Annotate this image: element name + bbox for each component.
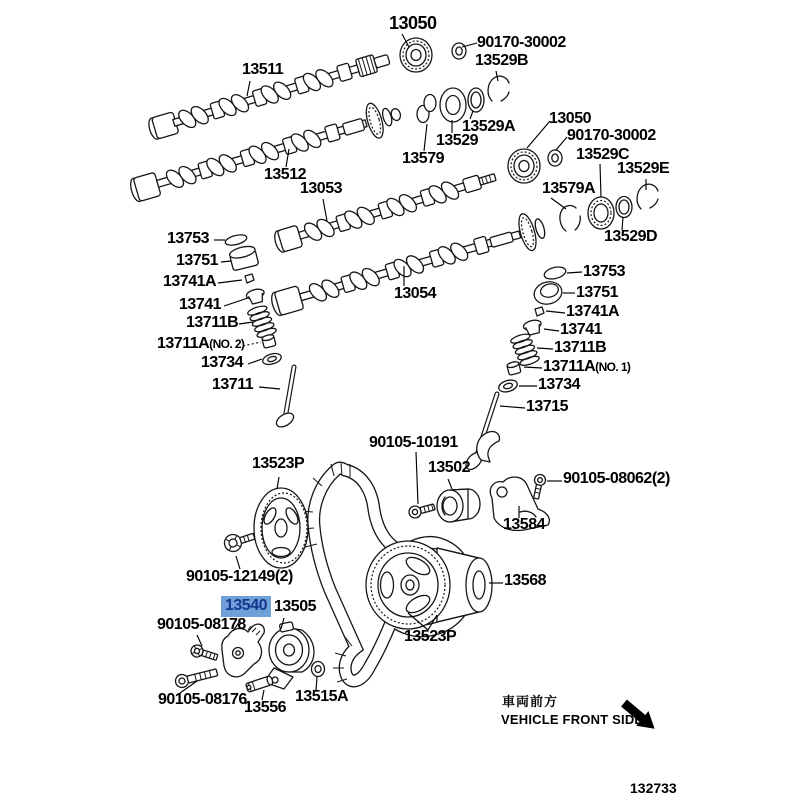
part-label-90105-12149[interactable]: 90105-12149(2)	[186, 568, 293, 585]
part-label-13711B-left[interactable]: 13711B	[186, 314, 239, 331]
part-label-13053[interactable]: 13053	[300, 180, 342, 197]
part-label-13584[interactable]: 13584	[503, 516, 545, 533]
camshaft-timing-pulley-13523P-lower	[366, 541, 492, 629]
part-label-13512[interactable]: 13512	[264, 166, 306, 183]
part-label-90170-30002-right[interactable]: 90170-30002	[567, 127, 656, 144]
part-label-13579A[interactable]: 13579A	[542, 180, 596, 197]
ring-13529A	[468, 88, 484, 112]
part-label-13741-right[interactable]: 13741	[560, 321, 602, 338]
thrust-washer-13579A	[560, 206, 580, 231]
part-label-13050-top[interactable]: 13050	[389, 13, 437, 33]
part-label-13711B-right[interactable]: 13711B	[554, 339, 607, 356]
bolt-90105-08176	[174, 666, 218, 689]
camshaft-timing-gear-13050-right	[508, 149, 540, 183]
part-label-13741A-right[interactable]: 13741A	[566, 303, 620, 320]
part-label-13515A[interactable]: 13515A	[295, 688, 349, 705]
camshaft-13053	[272, 166, 498, 255]
stud-bolt-13556	[246, 676, 274, 693]
part-label-13511[interactable]: 13511	[242, 61, 284, 78]
part-label-13579[interactable]: 13579	[402, 150, 444, 167]
part-label-13054[interactable]: 13054	[394, 285, 436, 302]
part-label-13502[interactable]: 13502	[428, 459, 470, 476]
part-label-90105-10191[interactable]: 90105-10191	[369, 434, 458, 451]
thrust-washer-13579	[417, 95, 436, 123]
part-label-13734-left[interactable]: 13734	[201, 354, 243, 371]
snap-ring-13529E	[637, 184, 658, 209]
part-label-13753-right[interactable]: 13753	[583, 263, 625, 280]
part-label-13505[interactable]: 13505	[274, 598, 316, 615]
part-label-13734-right[interactable]: 13734	[538, 376, 580, 393]
part-label-13711A-no1[interactable]: 13711A(NO. 1)	[543, 358, 631, 375]
oil-seal-90170-30002-right	[548, 150, 562, 166]
oil-seal-90170-30002-top	[452, 43, 466, 59]
part-label-13711[interactable]: 13711	[212, 376, 254, 393]
part-label-13711A-no2[interactable]: 13711A(NO. 2)	[157, 335, 245, 352]
vehicle-front-note-jp: 車両前方	[502, 695, 559, 710]
bolt-90105-12149	[222, 528, 256, 554]
part-label-13753-left[interactable]: 13753	[167, 230, 209, 247]
part-label-90170-30002-top[interactable]: 90170-30002	[477, 34, 566, 51]
part-label-13529E[interactable]: 13529E	[617, 160, 670, 177]
part-label-13751-right[interactable]: 13751	[576, 284, 618, 301]
part-label-13741-left[interactable]: 13741	[179, 296, 221, 313]
nut-13515A	[312, 662, 325, 677]
part-label-13741A-left[interactable]: 13741A	[163, 273, 217, 290]
part-label-13751-left[interactable]: 13751	[176, 252, 218, 269]
part-label-90105-08062[interactable]: 90105-08062(2)	[563, 470, 670, 487]
part-label-13568[interactable]: 13568	[504, 572, 546, 589]
part-label-13529A[interactable]: 13529A	[462, 118, 516, 135]
part-label-13050-right[interactable]: 13050	[549, 110, 591, 127]
bolt-90105-08178	[189, 643, 218, 663]
part-label-13523P-lower[interactable]: 13523P	[404, 628, 457, 645]
valve-13711	[274, 367, 296, 430]
camshaft-timing-gear-13050-top	[400, 38, 432, 72]
bolt-90105-10191	[408, 501, 436, 519]
valve-stack-left	[224, 233, 296, 430]
part-label-13715[interactable]: 13715	[526, 398, 568, 415]
plate-13529C	[588, 197, 614, 229]
part-label-13529B[interactable]: 13529B	[475, 52, 529, 69]
part-label-90105-08176[interactable]: 90105-08176	[158, 691, 247, 708]
part-label-13540-selected[interactable]: 13540	[221, 596, 271, 617]
vehicle-front-note-en: VEHICLE FRONT SIDE	[501, 712, 644, 727]
camshaft-timing-pulley-13523P-upper	[254, 488, 308, 568]
bolt-90105-08062	[531, 473, 547, 499]
part-label-13529[interactable]: 13529	[436, 132, 478, 149]
ring-13529D	[616, 197, 632, 218]
part-label-13556[interactable]: 13556	[244, 699, 286, 716]
idler-pulley-13502	[437, 489, 480, 522]
part-label-13529C[interactable]: 13529C	[576, 146, 630, 163]
part-label-13529D[interactable]: 13529D	[604, 228, 658, 245]
figure-code: 132733	[630, 780, 677, 796]
part-label-90105-08178[interactable]: 90105-08178	[157, 616, 246, 633]
snap-ring-13529B	[488, 76, 509, 101]
part-label-13523P-upper[interactable]: 13523P	[252, 455, 305, 472]
plate-13529	[440, 88, 466, 122]
